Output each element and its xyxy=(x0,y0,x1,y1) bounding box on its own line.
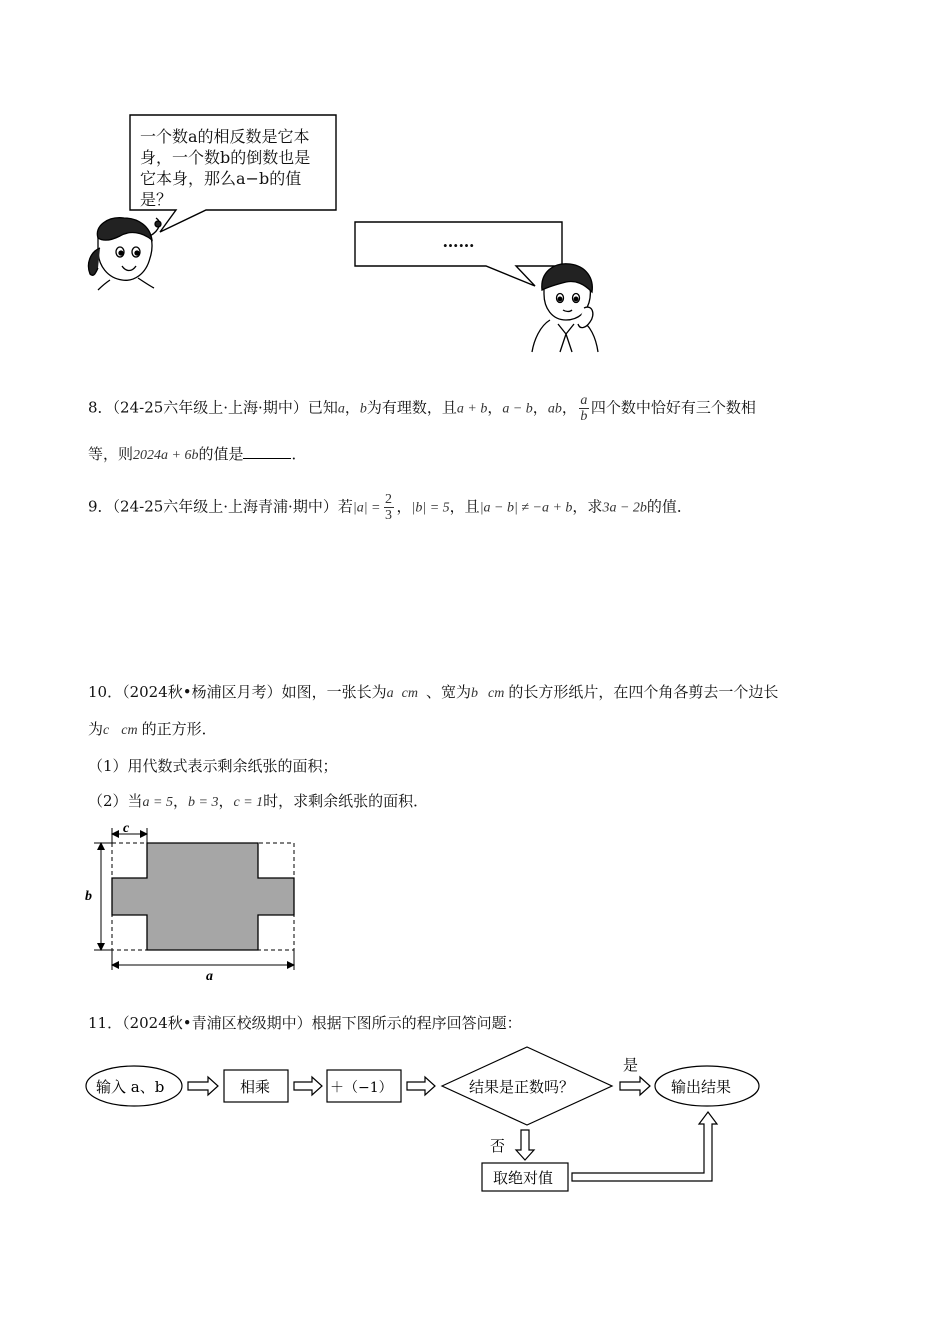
q8-text-known: 已知 xyxy=(307,398,338,417)
q9-condition: |a − b| ≠ −a + b xyxy=(479,500,573,516)
flow-no-label: 否 xyxy=(490,1137,506,1155)
question-10-part-1: （1）用代数式表示剩余纸张的面积； xyxy=(88,757,338,775)
q8-comma-3: ， xyxy=(532,398,548,417)
q10-var-b: b xyxy=(470,686,478,701)
q8-period: ． xyxy=(291,445,307,463)
flow-multiply-label: 相乘 xyxy=(240,1078,271,1096)
boy-figure xyxy=(532,264,598,352)
question-8-source: （24-25六年级上·上海·期中） xyxy=(112,398,308,417)
boy-speech-text: …… xyxy=(442,232,475,251)
q10-part2-text-a: （2）当 xyxy=(88,792,143,810)
q11-flowchart xyxy=(80,1040,780,1200)
q8-expr-diff: a − b xyxy=(502,401,533,417)
q8-comma-2: ， xyxy=(487,398,503,417)
question-10-line-1 xyxy=(88,681,778,705)
girl-speech-line-2: 身，一个数b的倒数也是 xyxy=(140,148,311,167)
flow-arrow-3 xyxy=(407,1077,435,1095)
q8-frac-num: a xyxy=(580,393,588,408)
q8-var-a: a xyxy=(337,401,345,417)
q10-sep-2: ， xyxy=(218,792,234,810)
flow-yes-label: 是 xyxy=(623,1056,639,1074)
question-11-source: （2024秋•青浦区校级期中） xyxy=(122,1014,312,1032)
flow-output-label: 输出结果 xyxy=(671,1078,732,1096)
q10-label-b: b xyxy=(85,889,92,904)
q10-value-a: a = 5 xyxy=(142,795,173,810)
q9-fraction xyxy=(384,492,394,523)
q8-answer-blank[interactable] xyxy=(243,444,291,459)
q10-var-a: a xyxy=(386,686,394,701)
question-10-source: （2024秋•杨浦区月考） xyxy=(122,683,282,701)
q8-expr-target: 2024a + 6b xyxy=(133,448,199,463)
question-10-part-2 xyxy=(88,790,428,814)
question-9-source: （24-25六年级上·上海青浦·期中） xyxy=(112,497,338,516)
q10-text-4: 为 xyxy=(88,720,104,738)
question-11-text: 根据下图所示的程序回答问题： xyxy=(311,1014,522,1032)
q8-fraction-quotient xyxy=(579,393,589,424)
q9-abs-a: |a| = xyxy=(352,500,381,516)
flow-arrow-yes xyxy=(620,1077,650,1095)
q9-text-end: 的值． xyxy=(646,497,692,516)
question-8-line-2 xyxy=(88,443,307,467)
q10-label-a: a xyxy=(206,969,213,984)
q10-remaining-paper xyxy=(112,843,294,950)
q10-var-c: c xyxy=(103,723,110,738)
q8-text-value: 的值是 xyxy=(198,445,244,463)
q10-part2-text-b: 时，求剩余纸张的面积． xyxy=(263,792,429,810)
question-10-number: 10． xyxy=(88,683,123,701)
q9-text-if: 若 xyxy=(337,497,353,516)
q9-target-expr: 3a − 2b xyxy=(602,500,647,516)
flow-arrow-2 xyxy=(294,1077,322,1095)
question-8-line-1 xyxy=(88,393,756,424)
q10-text-3: 的长方形纸片，在四个角各剪去一个边长 xyxy=(508,683,779,701)
girl-figure xyxy=(88,218,161,290)
flow-arrow-1 xyxy=(188,1077,218,1095)
q8-text-rational: 为有理数，且 xyxy=(366,398,457,417)
q9-frac-den: 3 xyxy=(385,508,392,523)
q10-sep-1: ， xyxy=(173,792,189,810)
q10-paper-figure xyxy=(80,820,310,985)
flow-decision-label: 结果是正数吗？ xyxy=(469,1078,575,1096)
q10-value-c: c = 1 xyxy=(233,795,264,810)
girl-speech-line-4: 是？ xyxy=(140,190,173,209)
q8-var-b: b xyxy=(359,401,367,417)
q10-unit-2: cm xyxy=(487,686,505,701)
q8-comma-4: ， xyxy=(561,398,577,417)
girl-speech-line-3: 它本身，那么a−b的值 xyxy=(140,169,302,188)
q10-label-c: c xyxy=(123,821,130,836)
q8-expr-sum: a + b xyxy=(456,401,488,417)
q8-expr-product: ab xyxy=(547,401,562,417)
q10-unit-3: cm xyxy=(121,723,138,738)
q9-abs-b: |b| = 5 xyxy=(411,500,450,516)
q9-text-and: ，且 xyxy=(449,497,480,516)
question-9-number: 9． xyxy=(88,497,113,516)
girl-speech-line-1: 一个数a的相反数是它本 xyxy=(140,127,310,146)
question-9 xyxy=(88,492,692,523)
question-11-number: 11． xyxy=(88,1014,123,1032)
flow-arrow-no xyxy=(516,1130,534,1160)
q10-unit-1: cm xyxy=(401,686,418,701)
question-11 xyxy=(88,1012,522,1034)
q9-frac-num: 2 xyxy=(385,492,392,507)
flow-arrow-return xyxy=(572,1112,717,1181)
question-8-number: 8． xyxy=(88,398,113,417)
q10-text-1: 如图，一张长为 xyxy=(281,683,387,701)
q8-frac-den: b xyxy=(580,409,588,424)
flow-input-label: 输入 a、b xyxy=(96,1078,165,1096)
q9-text-find: ，求 xyxy=(572,497,603,516)
q8-comma-1: ， xyxy=(344,398,360,417)
q8-text-equal: 等，则 xyxy=(88,445,134,463)
q10-text-5: 的正方形． xyxy=(141,720,217,738)
q8-text-four: 四个数中恰好有三个数相 xyxy=(590,398,756,417)
question-10-line-2 xyxy=(88,718,217,742)
girl-speech-text xyxy=(140,126,310,210)
flow-abs-label: 取绝对值 xyxy=(493,1169,554,1187)
q10-text-2: 、宽为 xyxy=(425,683,471,701)
flow-add-label: ＋（−1） xyxy=(330,1080,393,1096)
q9-comma: ， xyxy=(396,497,412,516)
q10-value-b: b = 3 xyxy=(188,795,219,810)
